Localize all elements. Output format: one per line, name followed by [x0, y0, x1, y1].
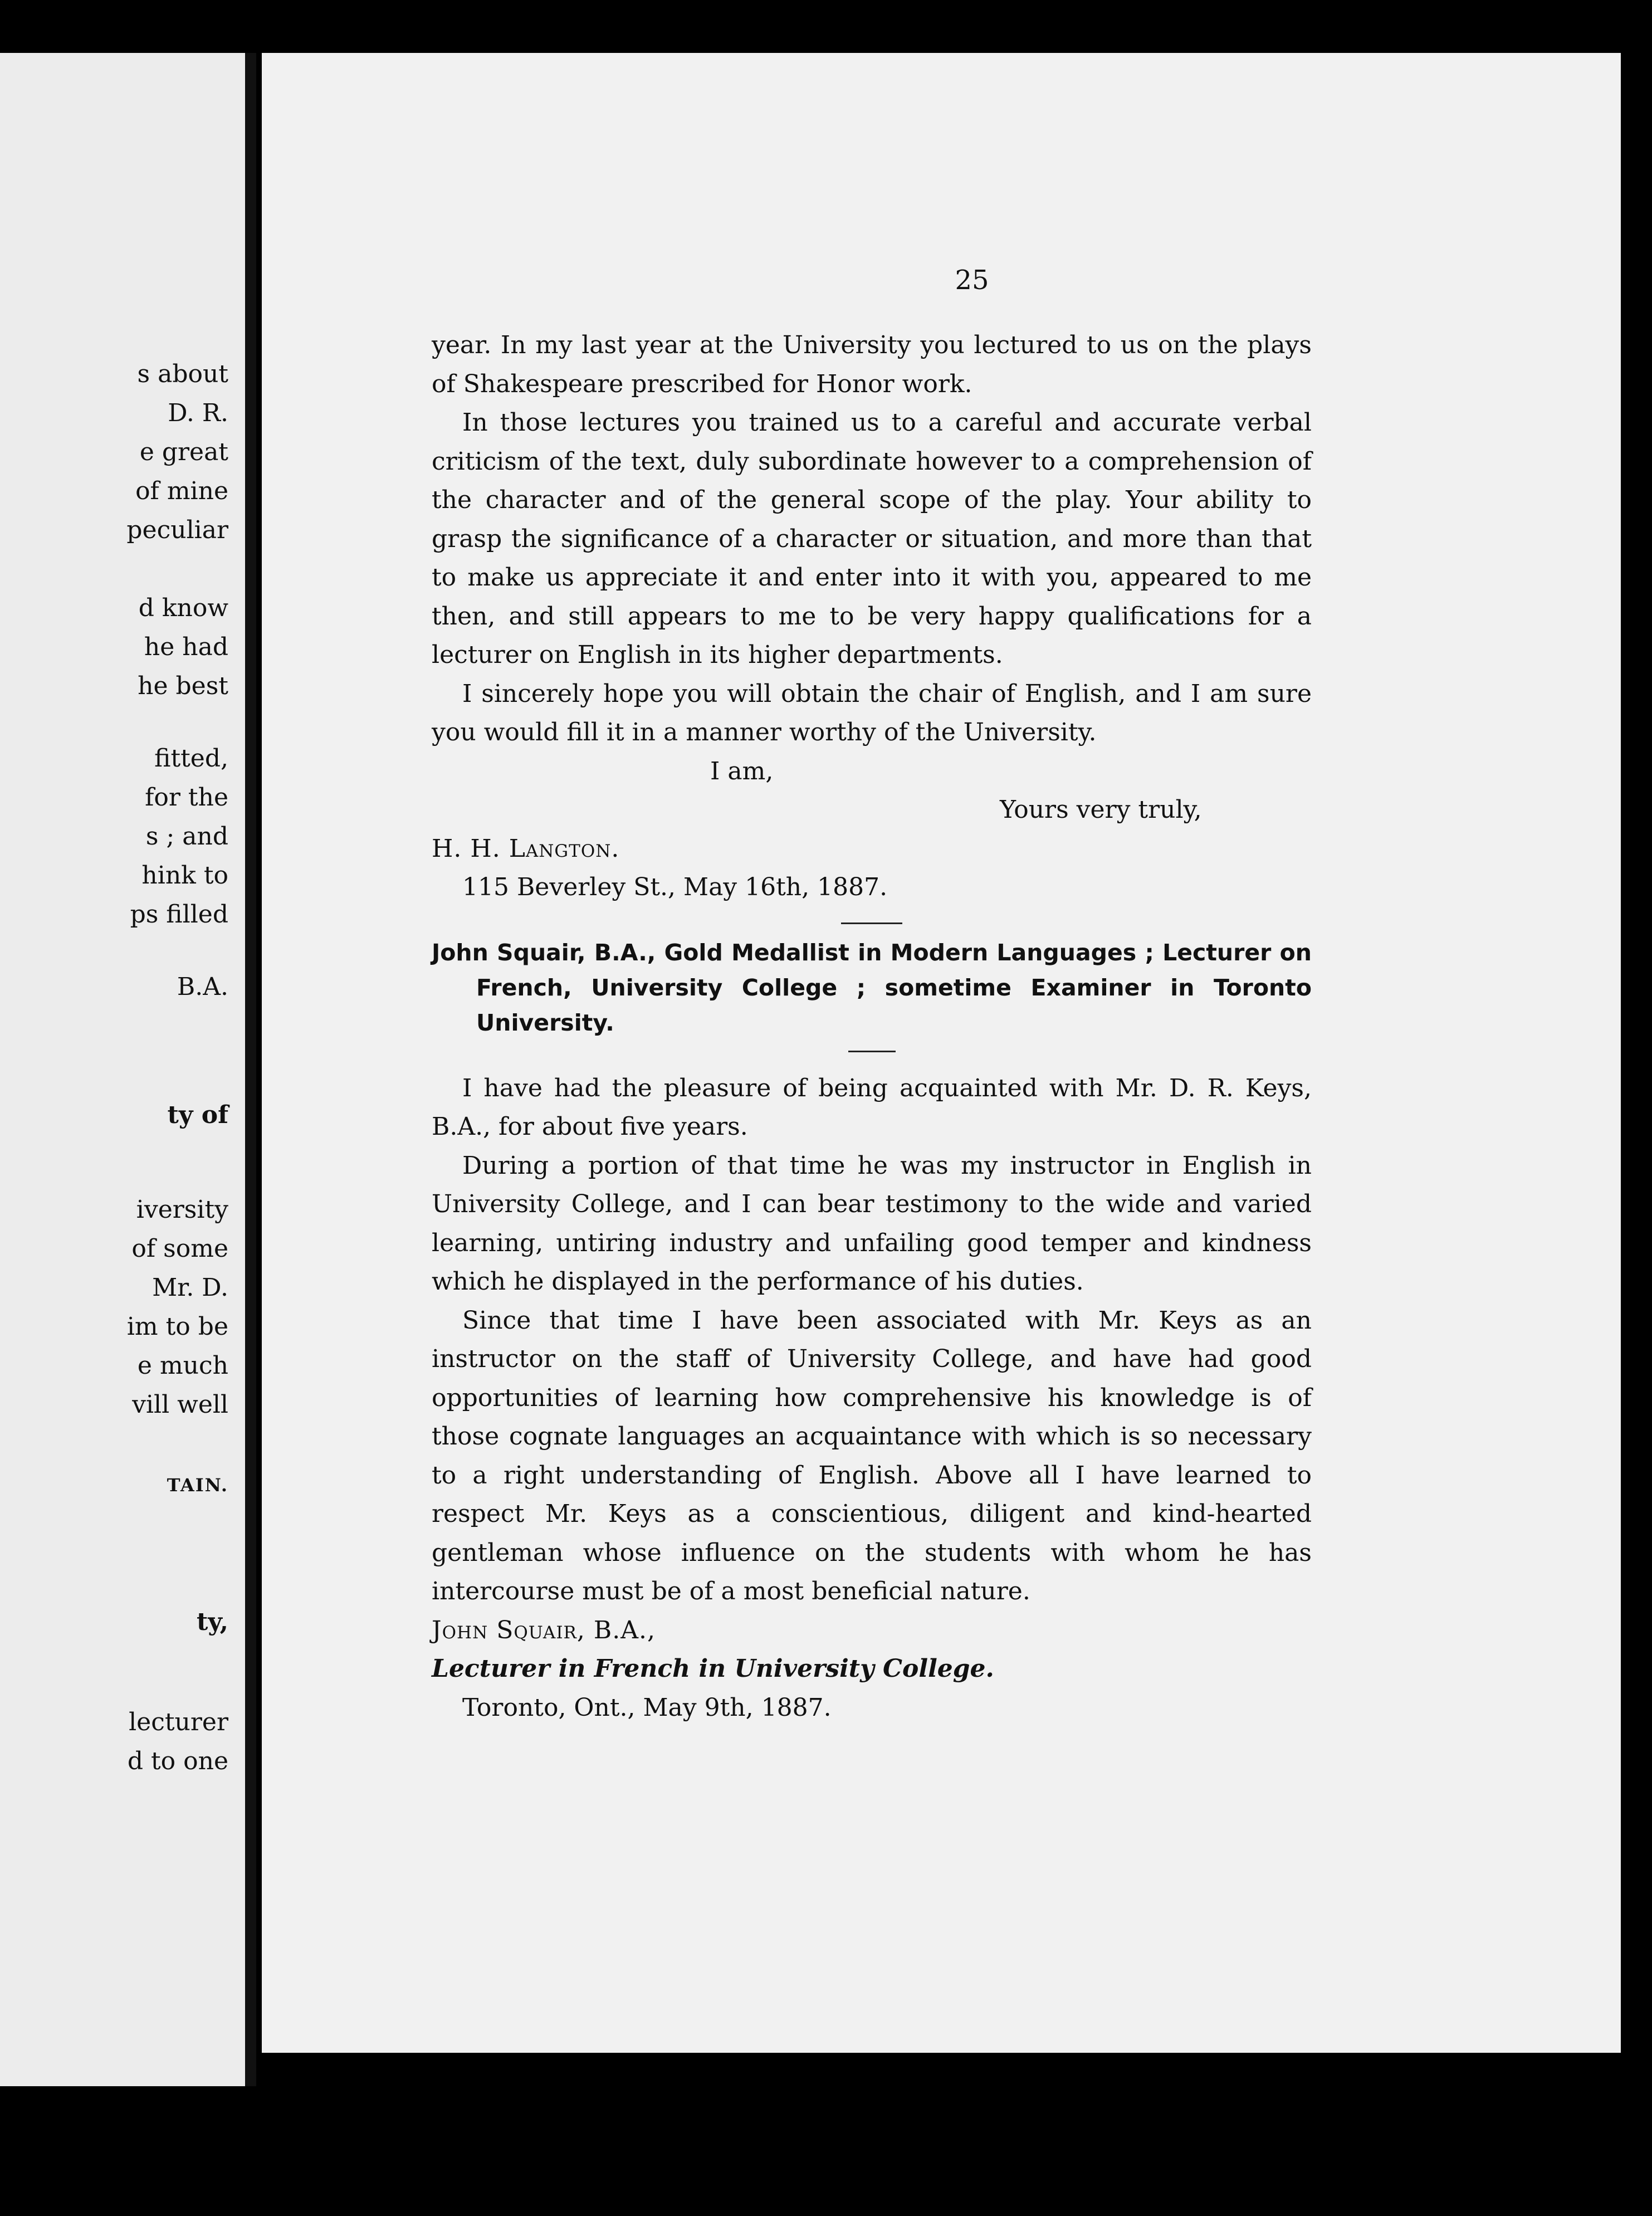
previous-page-fragment: d to one	[127, 1747, 228, 1775]
letter2-place-date: Toronto, Ont., May 9th, 1887.	[462, 1693, 832, 1722]
previous-page-fragment: TAIN.	[167, 1475, 228, 1496]
previous-page-fragment: for the	[145, 783, 228, 812]
previous-page-fragment: e much	[137, 1351, 228, 1380]
previous-page-fragment: of mine	[135, 477, 228, 505]
previous-page-fragment: s ; and	[145, 822, 228, 851]
letter1-closing: I am,	[710, 756, 774, 785]
previous-page-fragment: ty,	[197, 1608, 228, 1636]
page-number: 25	[955, 265, 989, 296]
previous-page-fragment: fitted,	[154, 744, 228, 773]
letter2-heading: John Squair, B.A., Gold Medallist in Modern Languages ; Lecturer on French, University College ; sometime Examiner in Toronto University.	[432, 939, 1312, 1036]
previous-page-fragment: of some	[131, 1234, 228, 1263]
previous-page-fragment: B.A.	[177, 973, 228, 1001]
letter1-paragraph: In those lectures you trained us to a careful and accurate verbal criticism of the text, duly subordinate however to a comprehension of the character and of the general scope of the play. Your ability to grasp the significance of a character or situation, and more than that to make us appreciate it and enter into it with you, appeared to me then, and still appears to me to be very happy qualifications for a lecturer on English in its higher departments.	[432, 408, 1312, 669]
page-gutter	[245, 53, 256, 2086]
previous-page-fragment: iversity	[136, 1195, 228, 1224]
previous-page-fragment: Mr. D.	[152, 1273, 228, 1302]
letter2-signer: John Squair, B.A.,	[432, 1615, 656, 1644]
previous-page-fragment: d know	[138, 594, 228, 622]
section-divider	[841, 922, 902, 924]
letter2-paragraph: I have had the pleasure of being acquainted with Mr. D. R. Keys, B.A., for about five years.	[432, 1073, 1312, 1141]
letter1-place-date: 115 Beverley St., May 16th, 1887.	[462, 873, 888, 901]
previous-page-fragment: e great	[139, 438, 228, 466]
letter2-paragraph: During a portion of that time he was my instructor in English in University College, and I can bear testimony to the wide and varied learning, untiring industry and unfailing good temper and kindness which he displayed in the performance of his duties.	[432, 1151, 1312, 1296]
previous-page-fragment: lecturer	[129, 1708, 228, 1736]
page	[262, 53, 1621, 2053]
previous-page	[0, 53, 245, 2086]
previous-page-fragment: he best	[138, 672, 228, 700]
letter1-paragraph: year. In my last year at the University you lectured to us on the plays of Shakespeare prescribed for Honor work.	[432, 331, 1312, 398]
previous-page-fragment: peculiar	[126, 516, 228, 544]
letter2-title: Lecturer in French in University College.	[432, 1654, 994, 1683]
letter1-paragraph: I sincerely hope you will obtain the chair of English, and I am sure you would fill it in a manner worthy of the University.	[432, 679, 1312, 746]
previous-page-fragment: he had	[144, 633, 228, 661]
heading-divider	[848, 1051, 896, 1052]
letter1-valediction: Yours very truly,	[1000, 795, 1202, 824]
letter2-paragraph: Since that time I have been associated with Mr. Keys as an instructor on the staff of University College, and have had good opportunities of learning how comprehensive his knowledge is of those cognate languages an acquaintance with which is so necessary to a right understanding of English. Above all I have learned to respect Mr. Keys as a conscientious, diligent and kind-hearted gentleman whose influence on the students with whom he has intercourse must be of a most beneficial nature.	[432, 1306, 1312, 1605]
previous-page-fragment: s about	[137, 360, 228, 388]
text-column	[432, 326, 1312, 1727]
previous-page-fragment: ty of	[167, 1101, 228, 1129]
previous-page-fragment: hink to	[141, 861, 228, 890]
previous-page-fragment: vill well	[132, 1390, 228, 1419]
previous-page-fragment: D. R.	[168, 399, 228, 427]
previous-page-fragment: ps filled	[130, 900, 228, 929]
letter1-signer: H. H. Langton.	[432, 834, 620, 863]
previous-page-fragment: im to be	[126, 1312, 228, 1341]
